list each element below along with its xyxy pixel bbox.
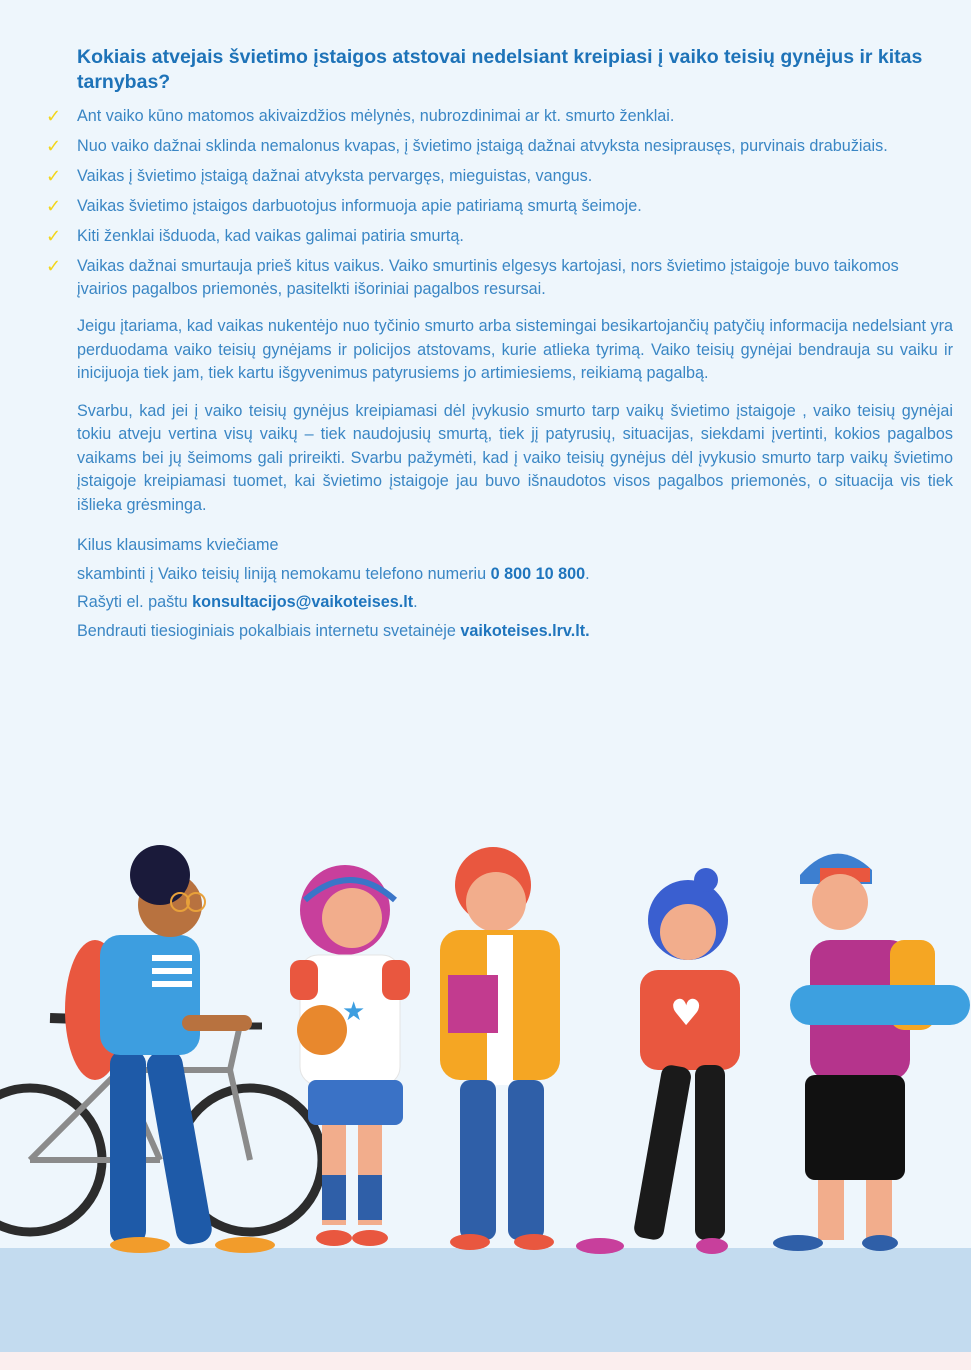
check-icon: ✓	[46, 166, 62, 186]
check-icon: ✓	[46, 106, 62, 126]
paragraph-importance: Svarbu, kad jei į vaiko teisių gynėjus kreipiamasi dėl įvykusio smurto tarp vaikų švietimo įstaigoje , vaiko teisių gynėjai tokiu atveju vertina visų vaikų – tiek naudojusių smurtą, tiek jį patyrusių, situacijas, siekdami įvertinti, kokios pagalbos vaikams bei jų šeimoms gali prireikti. Svarbu pažymėti, kad į vaiko teisių gynėjus dėl įvykusio smurto tarp vaikų švietimo įstaigoje kreipiamasi tuomet, kai švietimo įstaigoje jau buvo išnaudotos visos pagalbos priemonės, o situacija vis tiek išlieka grėsminga.	[77, 401, 953, 514]
child-girl-basketball	[290, 865, 410, 1246]
checklist-item: ✓ Ant vaiko kūno matomos akivaizdžios mėlynės, nubrozdinimai ar kt. smurto ženklai.	[46, 106, 675, 126]
check-icon: ✓	[46, 226, 62, 246]
check-icon: ✓	[46, 196, 62, 216]
checklist-item: ✓ Vaikas dažnai smurtauja prieš kitus vaikus. Vaiko smurtinis elgesys kartojasi, nors švietimo įstaigoje buvo taikomos įvairios pagalbos priemonės, pasitelkti išoriniai pagalbos resursai.	[46, 256, 899, 298]
svg-text:♥: ♥	[670, 993, 703, 1034]
children-illustration	[0, 840, 971, 1352]
website-link[interactable]: vaikoteises.lrv.lt.	[460, 621, 590, 640]
contact-email-line: Rašyti el. paštu konsultacijos@vaikoteises.lt.	[77, 593, 418, 611]
checklist	[46, 105, 953, 301]
check-icon: ✓	[46, 256, 62, 276]
child-boy-skateboard	[773, 854, 970, 1251]
checklist-item: ✓ Vaikas į švietimo įstaigą dažnai atvyksta pervargęs, mieguistas, vangus.	[46, 166, 593, 186]
ground-strip	[0, 1248, 971, 1352]
bottom-strip	[0, 1352, 971, 1370]
child-girl-heart	[576, 868, 740, 1254]
contact-intro: Kilus klausimams kviečiame	[77, 536, 279, 554]
paragraph-suspicion: Jeigu įtariama, kad vaikas nukentėjo nuo tyčinio smurto arba sistemingai besikartojančių patyčių informacija nedelsiant yra perduodama vaiko teisių gynėjams ir policijos atstovams, kurie atlieka tyrimą. Vaiko teisių gynėjai bendrauja su vaiku ir inicijuoja tiek jam, tiek kartu išgyvenimus patyrusiems jo artimiesiems, reikiamą pagalbą.	[77, 317, 953, 382]
checklist-item: ✓ Kiti ženklai išduoda, kad vaikas galimai patiria smurtą.	[46, 226, 464, 246]
contact-web-line: Bendrauti tiesioginiais pokalbiais internetu svetainėje vaikoteises.lrv.lt.	[77, 621, 590, 640]
svg-text:★: ★	[342, 997, 366, 1027]
child-boy-books	[440, 847, 560, 1250]
text-content	[46, 45, 953, 645]
check-icon: ✓	[46, 136, 62, 156]
checklist-item: ✓ Nuo vaiko dažnai sklinda nemalonus kvapas, į švietimo įstaigą dažnai atvyksta nesiprausęs, purvinais drabužiais.	[46, 136, 888, 156]
page-heading: Kokiais atvejais švietimo įstaigos atstovai nedelsiant kreipiasi į vaiko teisių gynėjus ir kitas tarnybas?	[77, 46, 923, 93]
email-link[interactable]: konsultacijos@vaikoteises.lt	[192, 593, 414, 611]
checklist-item: ✓ Vaikas švietimo įstaigos darbuotojus informuoja apie patiriamą smurtą šeimoje.	[46, 196, 642, 216]
contact-phone-line: skambinti į Vaiko teisių liniją nemokamu telefono numeriu 0 800 10 800.	[77, 564, 590, 583]
contact-block	[77, 531, 953, 645]
phone-number-link[interactable]: 0 800 10 800	[490, 564, 586, 583]
